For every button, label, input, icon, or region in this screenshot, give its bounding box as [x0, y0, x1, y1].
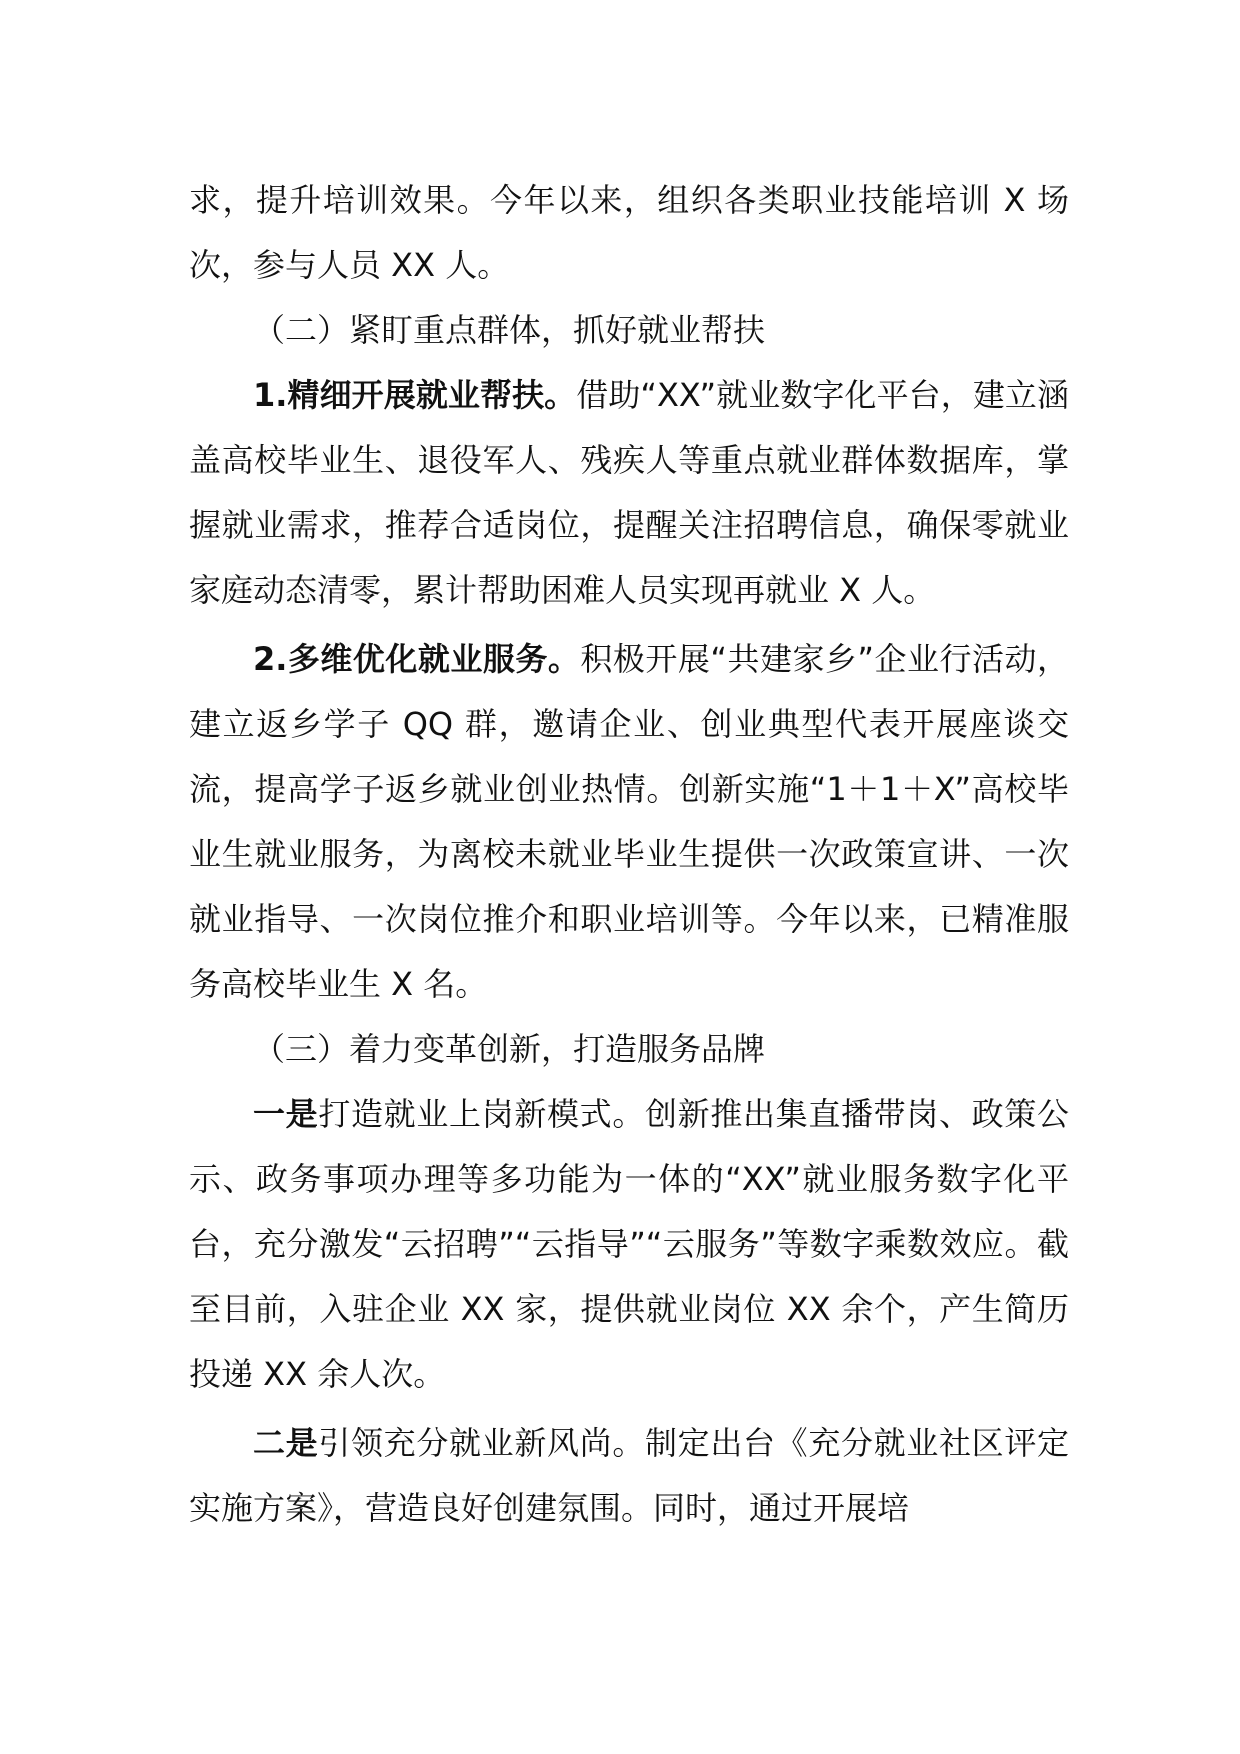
- paragraph-continued: [189, 168, 1069, 298]
- paragraph-lead: 2.多维优化就业服务。: [253, 640, 581, 678]
- paragraph-text: 积极开展“共建家乡”企业行活动，建立返乡学子 QQ 群，邀请企业、创业典型代表开展座谈交流，提高学子返乡就业创业热情。创新实施“1＋1＋X”高校毕业生就业服务，为离校未就业毕业生提供一次政策宣讲、一次就业指导、一次岗位推介和职业培训等。今年以来，已精准服务高校毕业生 X 名。: [189, 640, 1069, 1003]
- paragraph-text: 引领充分就业新风尚。制定出台《充分就业社区评定实施方案》，营造良好创建氛围。同时，通过开展培: [189, 1424, 1069, 1527]
- paragraph-text: 求，提升培训效果。今年以来，组织各类职业技能培训 X 场次，参与人员 XX 人。: [189, 181, 1069, 284]
- paragraph-text: 打造就业上岗新模式。创新推出集直播带岗、政策公示、政务事项办理等多功能为一体的“XX”就业服务数字化平台，充分激发“云招聘”“云指导”“云服务”等数字乘数效应。截至目前，入驻企业 XX 家，提供就业岗位 XX 余个，产生简历投递 XX 余人次。: [189, 1095, 1069, 1393]
- paragraph-lead: 1.精细开展就业帮扶。: [253, 376, 577, 414]
- heading-text: （三）着力变革创新，打造服务品牌: [253, 1030, 766, 1068]
- paragraph-new-model: [189, 1082, 1069, 1407]
- paragraph-employment-service: [189, 627, 1069, 1017]
- section-heading-2: [189, 298, 1069, 363]
- paragraph-lead: 二是: [253, 1424, 319, 1462]
- document-body: [189, 168, 1069, 1541]
- paragraph-new-trend: [189, 1411, 1069, 1541]
- paragraph-lead: 一是: [253, 1095, 319, 1133]
- section-heading-3: [189, 1017, 1069, 1082]
- paragraph-employment-assistance: [189, 363, 1069, 623]
- paragraph-text: 借助“XX”就业数字化平台，建立涵盖高校毕业生、退役军人、残疾人等重点就业群体数据库，掌握就业需求，推荐合适岗位，提醒关注招聘信息，确保零就业家庭动态清零，累计帮助困难人员实现再就业 X 人。: [189, 376, 1069, 609]
- heading-text: （二）紧盯重点群体，抓好就业帮扶: [253, 311, 766, 349]
